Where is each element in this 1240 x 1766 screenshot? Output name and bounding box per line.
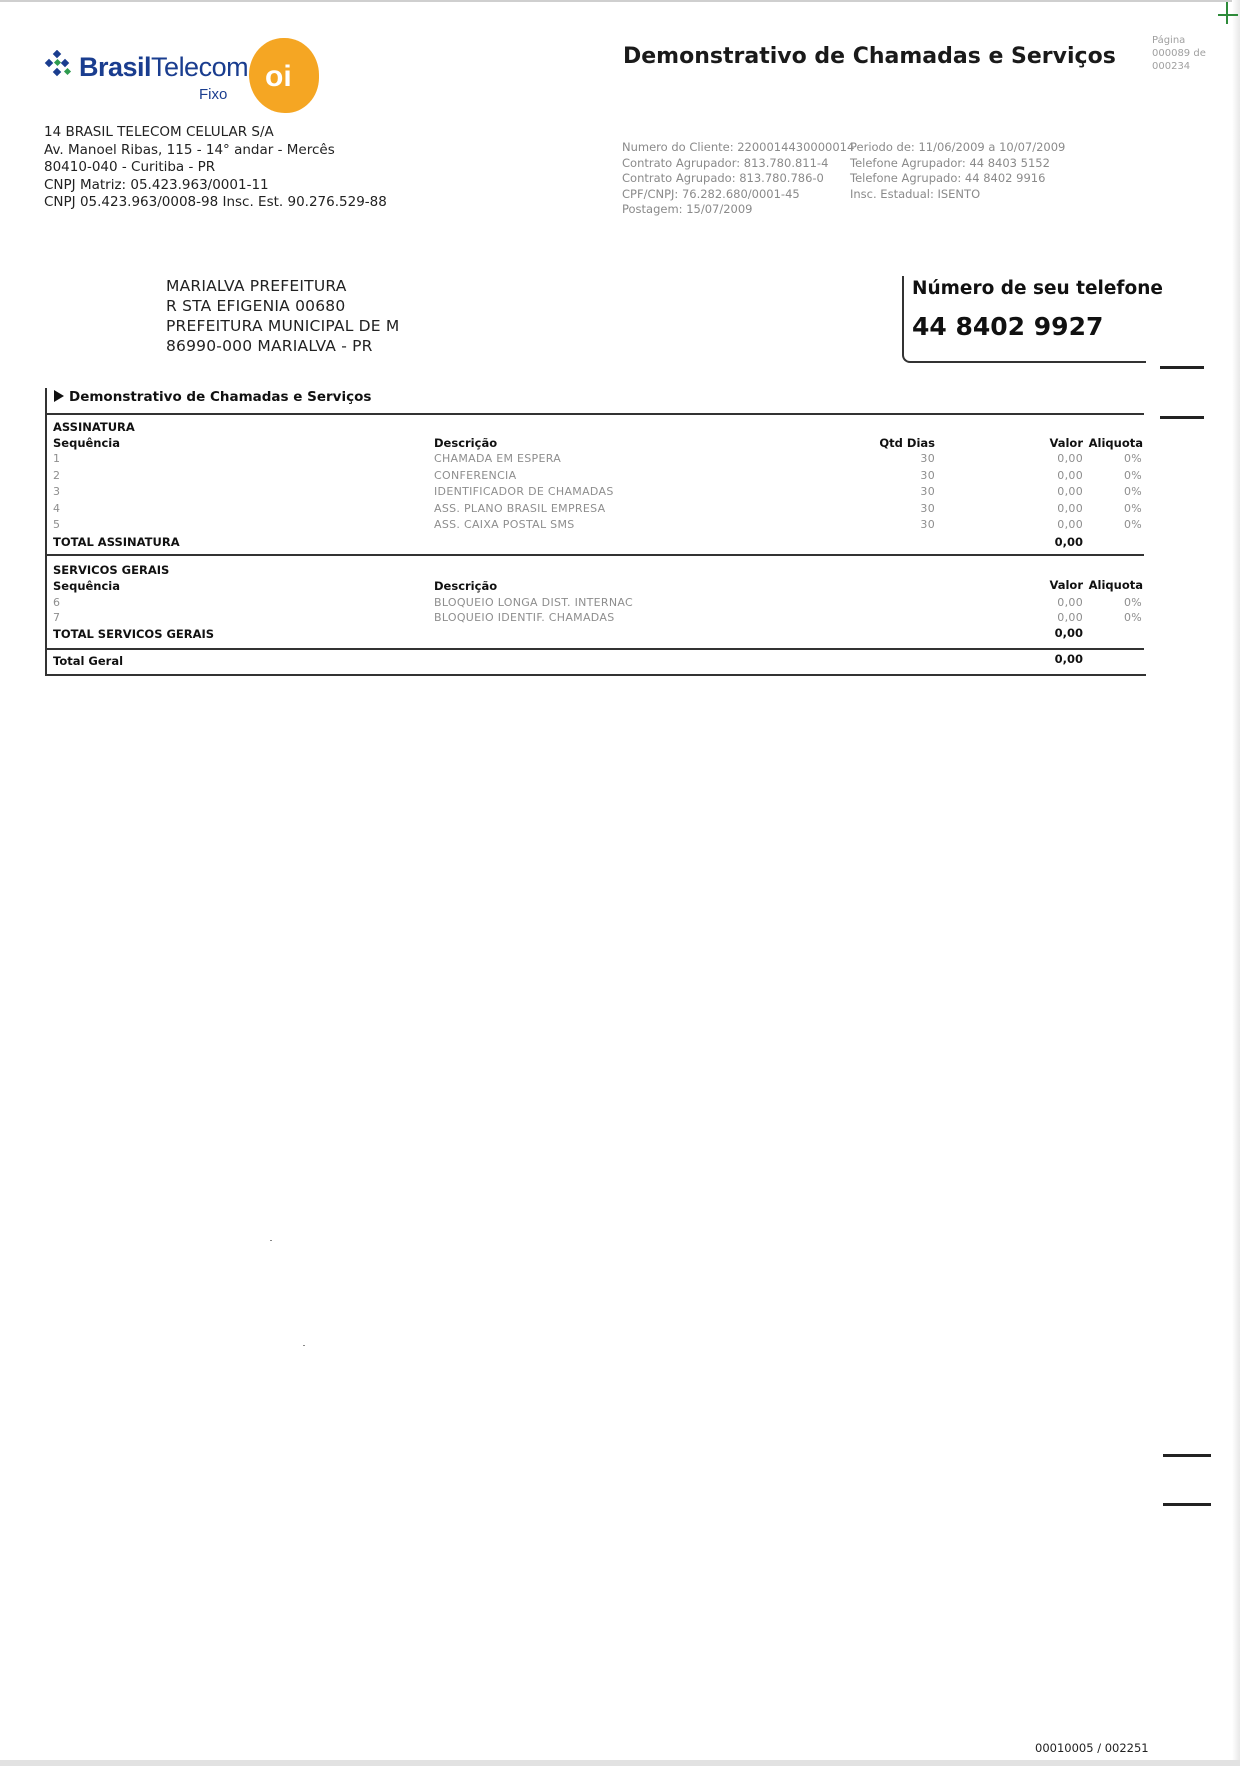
brand-logo [43,38,323,118]
col-value: Valor [1049,578,1083,592]
row-days: 30 [920,502,935,515]
brand-subtitle: Fixo [199,86,228,103]
company-info [44,124,387,212]
col-value: Valor [1049,436,1083,450]
side-mark [1163,1503,1211,1506]
brasil-telecom-logo-icon [43,50,75,80]
row-value: 0,00 [1057,596,1083,609]
row-desc: IDENTIFICADOR DE CHAMADAS [434,485,614,498]
row-days: 30 [920,485,935,498]
servicos-title: SERVICOS GERAIS [53,563,170,577]
cpf-cnpj: CPF/CNPJ: 76.282.680/0001-45 [622,186,800,201]
page-current: 000089 de [1152,48,1206,59]
grand-total-value: 0,00 [1054,652,1083,666]
row-seq: 2 [53,469,61,482]
servicos-total-label: TOTAL SERVICOS GERAIS [53,627,215,641]
phone-number: 44 8402 9927 [912,312,1104,341]
row-value: 0,00 [1057,518,1083,531]
scan-speck [270,1240,272,1241]
row-value: 0,00 [1057,611,1083,624]
company-city: 80410-040 - Curitiba - PR [44,159,216,175]
document-title: Demonstrativo de Chamadas e Serviços [623,44,1116,69]
divider [47,554,1144,556]
company-address: Av. Manoel Ribas, 115 - 14° andar - Mercês [44,141,335,158]
row-seq: 7 [53,611,61,624]
posting-date: Postagem: 15/07/2009 [622,202,753,217]
scan-edge-right [1232,0,1240,1766]
addressee-complement: PREFEITURA MUNICIPAL DE M [166,317,400,335]
row-rate: 0% [1123,469,1142,482]
divider [47,413,1144,415]
side-mark [1160,366,1204,369]
row-days: 30 [920,469,935,482]
crop-mark [1226,2,1228,24]
side-mark [1160,416,1204,419]
crop-mark [1218,14,1238,16]
addressee [166,276,400,356]
row-seq: 5 [53,518,61,531]
row-value: 0,00 [1057,485,1083,498]
row-rate: 0% [1123,452,1142,465]
col-rate: Aliquota [1088,436,1143,450]
row-seq: 6 [53,596,61,609]
row-desc: ASS. CAIXA POSTAL SMS [434,518,575,531]
state-registration: Insc. Estadual: ISENTO [850,186,981,201]
row-value: 0,00 [1057,452,1083,465]
contract-grouped: Contrato Agrupado: 813.780.786-0 [622,171,824,186]
row-value: 0,00 [1057,469,1083,482]
page-total: 000234 [1152,61,1191,72]
row-days: 30 [920,518,935,531]
oi-logo-text: oi [265,60,292,93]
row-seq: 3 [53,485,61,498]
row-rate: 0% [1123,502,1142,515]
statement-section-title: Demonstrativo de Chamadas e Serviços [54,389,371,405]
scan-edge-top [0,0,1240,2]
servicos-total-value: 0,00 [1054,626,1083,640]
triangle-right-icon [54,390,64,402]
divider [47,648,1144,650]
row-desc: BLOQUEIO IDENTIF. CHAMADAS [434,611,615,624]
account-info-left [622,140,854,218]
client-number: Numero do Cliente: 2200014430000014 [622,140,855,154]
side-mark [1163,1454,1211,1457]
account-info-right [850,140,1065,202]
col-sequence: Sequência [53,579,121,593]
assinatura-title: ASSINATURA [53,420,135,434]
company-name: 14 BRASIL TELECOM CELULAR S/A [44,124,274,140]
page-info [1152,34,1206,73]
scan-speck [303,1345,305,1346]
row-rate: 0% [1123,596,1142,609]
row-value: 0,00 [1057,502,1083,515]
col-description: Descrição [434,436,498,450]
phone-label: Número de seu telefone [912,278,1163,299]
company-cnpj: CNPJ 05.423.963/0008-98 Insc. Est. 90.276.529-88 [44,194,387,210]
phone-grouper: Telefone Agrupador: 44 8403 5152 [850,155,1050,170]
addressee-name: MARIALVA PREFEITURA [166,277,347,295]
row-rate: 0% [1123,611,1142,624]
grand-total-label: Total Geral [53,654,124,668]
phone-number-box [902,276,1163,363]
row-desc: CONFERENCIA [434,469,517,482]
footer-code: 00010005 / 002251 [1035,1741,1149,1755]
phone-grouped: Telefone Agrupado: 44 8402 9916 [850,171,1046,186]
col-days: Qtd Dias [879,436,935,450]
assinatura-total-value: 0,00 [1054,535,1083,549]
company-cnpj-matriz: CNPJ Matriz: 05.423.963/0001-11 [44,176,269,193]
addressee-street: R STA EFIGENIA 00680 [166,297,346,315]
row-desc: ASS. PLANO BRASIL EMPRESA [434,502,606,515]
contract-grouper: Contrato Agrupador: 813.780.811-4 [622,155,829,170]
billing-period: Periodo de: 11/06/2009 a 10/07/2009 [850,140,1066,154]
col-rate: Aliquota [1088,578,1143,592]
scan-edge-bottom [0,1760,1240,1766]
page-label: Página [1152,35,1186,46]
row-desc: BLOQUEIO LONGA DIST. INTERNAC [434,596,633,609]
row-days: 30 [920,452,935,465]
brand-name: BrasilTelecom [79,52,249,82]
row-seq: 4 [53,502,61,515]
col-sequence: Sequência [53,436,121,450]
row-rate: 0% [1123,518,1142,531]
row-seq: 1 [53,452,61,465]
col-description: Descrição [434,579,498,593]
assinatura-total-label: TOTAL ASSINATURA [53,535,180,549]
addressee-city: 86990-000 MARIALVA - PR [166,337,373,355]
row-rate: 0% [1123,485,1142,498]
row-desc: CHAMADA EM ESPERA [434,452,562,465]
